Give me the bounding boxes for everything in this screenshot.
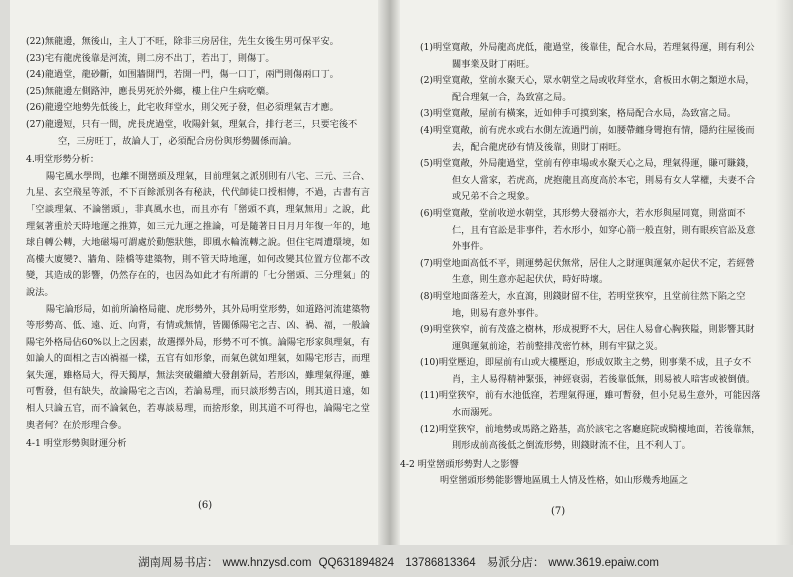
footer-shop-2: 易派分店： xyxy=(486,557,545,569)
footer-url-1[interactable]: www.hnzysd.com xyxy=(222,557,312,569)
section-title-4-2: 4-2 明堂巒頭形勢對人之影響 xyxy=(400,458,519,470)
body-paragraph: 陽宅風水學問，也離不開巒頭及理氣，目前理氣之派別則有八宅、三元、三合、九星、玄空飛星等派，不下百餘派別各有秘訣，代代師徒口授相傳，不過，古書有言「空談理氣、不論巒頭」，非真風水也，而且亦有「巒頭不真，理氣無用」之說，此理氣著重於天時地運之推算，如三元九運之推論，可是隨著日日月月年復一年的，地球自轉公轉，大地磁場可謂處於動態狀態，即風水輪流轉之說。但住宅周遭環境，如高樓大廈變?、牆角、陸橋等建築物，則不管天時地運，如何改變其位置方位都不改變，其造成的影響，仍然存在的，也因為如此才有所謂的「七分巒頭、三分理氣」的說法。 xyxy=(26,170,370,298)
item-text: 明堂寬敞，堂前水聚天心，眾水朝堂之局或收拜堂水，倉板田水朝之類逆水局，配合理氣一合，為致富之局。 xyxy=(433,75,755,103)
item-text: 無龍邊，無後山，主人丁不旺，除非三房居住，先生女後生男可保平安。 xyxy=(44,36,339,47)
page-edge xyxy=(776,0,793,545)
item-text: 龍邊空地勢先低後上，此宅收拜堂水，則父死子發，但必須理氣吉才應。 xyxy=(44,102,339,114)
item-number: (2) xyxy=(420,75,434,87)
section-title-4: 4.明堂形勢分析： xyxy=(26,154,100,166)
list-item xyxy=(420,256,762,289)
watermark-footer xyxy=(0,549,793,577)
list-item xyxy=(26,100,370,117)
item-number: (22) xyxy=(26,36,45,47)
page-number-right: (7) xyxy=(551,506,566,517)
book-gutter xyxy=(378,0,400,545)
section-intro: 明堂巒頭形勢能影響地區風土人情及性格，如山形幾秀地區之 xyxy=(440,475,689,487)
list-item xyxy=(420,106,762,123)
item-number: (3) xyxy=(420,108,434,120)
item-number: (23) xyxy=(26,52,45,64)
item-number: (5) xyxy=(420,158,434,170)
item-text: 明堂地面高低不平，則運勢起伏無常，居住人之財運與運氣亦起伏不定，若經營生意，則生意亦起起伏伏，時好時壞。 xyxy=(433,257,755,286)
item-number: (27) xyxy=(26,118,45,130)
list-item xyxy=(26,84,370,101)
item-number: (4) xyxy=(420,124,434,136)
page-number-left: (6) xyxy=(198,500,213,511)
item-number: (25) xyxy=(26,85,45,97)
item-number: (8) xyxy=(420,290,434,302)
right-item-list xyxy=(420,40,762,455)
item-number: (26) xyxy=(26,102,45,114)
left-item-list xyxy=(26,34,370,150)
right-page xyxy=(400,0,776,545)
footer-url-2[interactable]: www.3619.epaiw.com xyxy=(548,557,659,569)
list-item xyxy=(420,388,762,421)
list-item xyxy=(420,73,762,106)
list-item xyxy=(420,355,762,388)
item-text: 明堂寬敞，外局龍高虎低，龍過堂，後靠佳，配合水局，若理氣得運，則有利公關事業及財丁兩旺。 xyxy=(433,42,755,70)
item-text: 無龍邊左側路沖，應長男死於外鄉，樓上住户生病吃藥。 xyxy=(44,85,275,97)
item-text: 龍過堂，龍砂斷，如围牆開門，若開一門，傷一口丁，兩門則傷兩口丁。 xyxy=(44,69,339,81)
list-item xyxy=(420,289,762,322)
item-number: (1) xyxy=(420,42,434,53)
item-number: (10) xyxy=(420,357,439,369)
item-number: (24) xyxy=(26,69,45,81)
list-item xyxy=(420,123,762,156)
item-text: 明堂狹窄，前有茂盛之樹林，形成視野不大，居住人易會心胸狹隘，則影響其財運與運氣前途，若前整排茂密竹林，則有牢獄之災。 xyxy=(433,324,755,352)
item-text: 明堂壓迫，即屋前有山或大樓壓迫，形成奴欺主之勢，則事業不成，且子女不肖，主人易得精神緊張，神經衰弱，若後靠低無，則易被人暗害或被倒債。 xyxy=(438,357,756,385)
item-number: (6) xyxy=(420,207,434,219)
item-number: (11) xyxy=(420,390,439,402)
list-item xyxy=(420,156,762,206)
list-item xyxy=(26,117,370,150)
body-paragraph: 陽宅論形局，如前所論格局龍、虎形勢外，其外局明堂形勢，如道路河流建築物等形勢高、低、遠、近、向背，有情或無情，皆關係陽宅之吉、凶、禍、福，一般論陽宅外格局佔60%以上之因素，故選擇外局，形勢不可不慎。論陽宅形家與理氣，有如論人的面相之吉凶禍福一樣，五官有如形象，而氣色就如理氣，如陽宅形吉，而理氣失運，雖格局大，得天獨厚，無法突破繼續大發創新局，若形凶，雖理氣得運，雖可暫發，但有缺失，故論陽宅之吉凶，若論易理，而只談形勢吉凶，則其道日遠，如相人只論五官，而不論氣色，若專談易理，而捨形象，則其道不可得也，論陽宅之堂奧者何？在於形理合參。 xyxy=(26,303,370,431)
footer-phone: 13786813364 xyxy=(405,557,476,569)
item-text: 明堂寬敞，外局龍過堂，堂前有停車場或水聚天心之局，理氣得運，賺可賺錢，但女人當家，若虎高，虎抱龍且高度高於本宅，則易有女人掌權，夫妻不合或兄弟不合之現象。 xyxy=(433,158,756,203)
item-text: 明堂寬敞，屋前有橫案，近如伸手可摸到案，格局配合水局，為致富之局。 xyxy=(433,108,737,120)
item-text: 明堂寬敞，堂前收逆水朝堂，其形勢大發福亦大，若水形與屋同寬，則當面不仁，且有官訟是非事件，若水形小，如穿心箭一般直射，則有眼疾官訟及意外事件。 xyxy=(433,207,756,253)
list-item xyxy=(420,40,762,73)
left-paragraphs xyxy=(26,169,370,435)
list-item xyxy=(420,322,762,355)
list-item xyxy=(26,34,370,51)
footer-qq: QQ631894824 xyxy=(318,557,395,569)
item-text: 宅有龍虎後靠是河流，則二房不出丁，若出丁，則傷丁。 xyxy=(44,52,275,64)
list-item xyxy=(420,422,762,455)
list-item xyxy=(420,206,762,256)
item-text: 明堂寬敞，前有虎水或右水側左流過門前，如腰帶纏身彎抱有情，隱約往屋後而去，配合龍虎砂有情及後靠，則財丁兩旺。 xyxy=(433,124,755,153)
item-text: 龍邊短，只有一間，虎長虎過堂，收陽針氣，理氣合，排行老三，只要宅後不空，三房旺丁，故論人丁，必須配合房份與形勢關係而論。 xyxy=(44,118,358,147)
subsection-title-4-1: 4-1 明堂形勢與財運分析 xyxy=(26,438,127,450)
item-number: (7) xyxy=(420,257,434,269)
left-page-content xyxy=(26,34,370,453)
right-page-content xyxy=(400,40,762,490)
footer-shop: 湖南周易书店： xyxy=(138,557,219,569)
list-item xyxy=(26,67,370,84)
left-page xyxy=(10,0,378,545)
item-number: (9) xyxy=(420,324,434,336)
item-text: 明堂地面落差大，水直瀉，則錢財留不住，若明堂狹窄，且堂前往然下陷之空地，則易有意外事件。 xyxy=(433,290,746,319)
list-item xyxy=(26,51,370,68)
item-number: (12) xyxy=(420,423,439,435)
item-text: 明堂狹窄，前地勢或馬路之路基，高於該宅之客廳庭院或騎樓地面，若後靠無，則形成前高後低之倒流形勢，則錢財流不住，且不利人丁。 xyxy=(438,423,761,452)
item-text: 明堂狹窄，前有水池低窪，若理氣得運，雖可暫發，但小兒易生意外，可能因落水而溺死。 xyxy=(438,390,761,419)
